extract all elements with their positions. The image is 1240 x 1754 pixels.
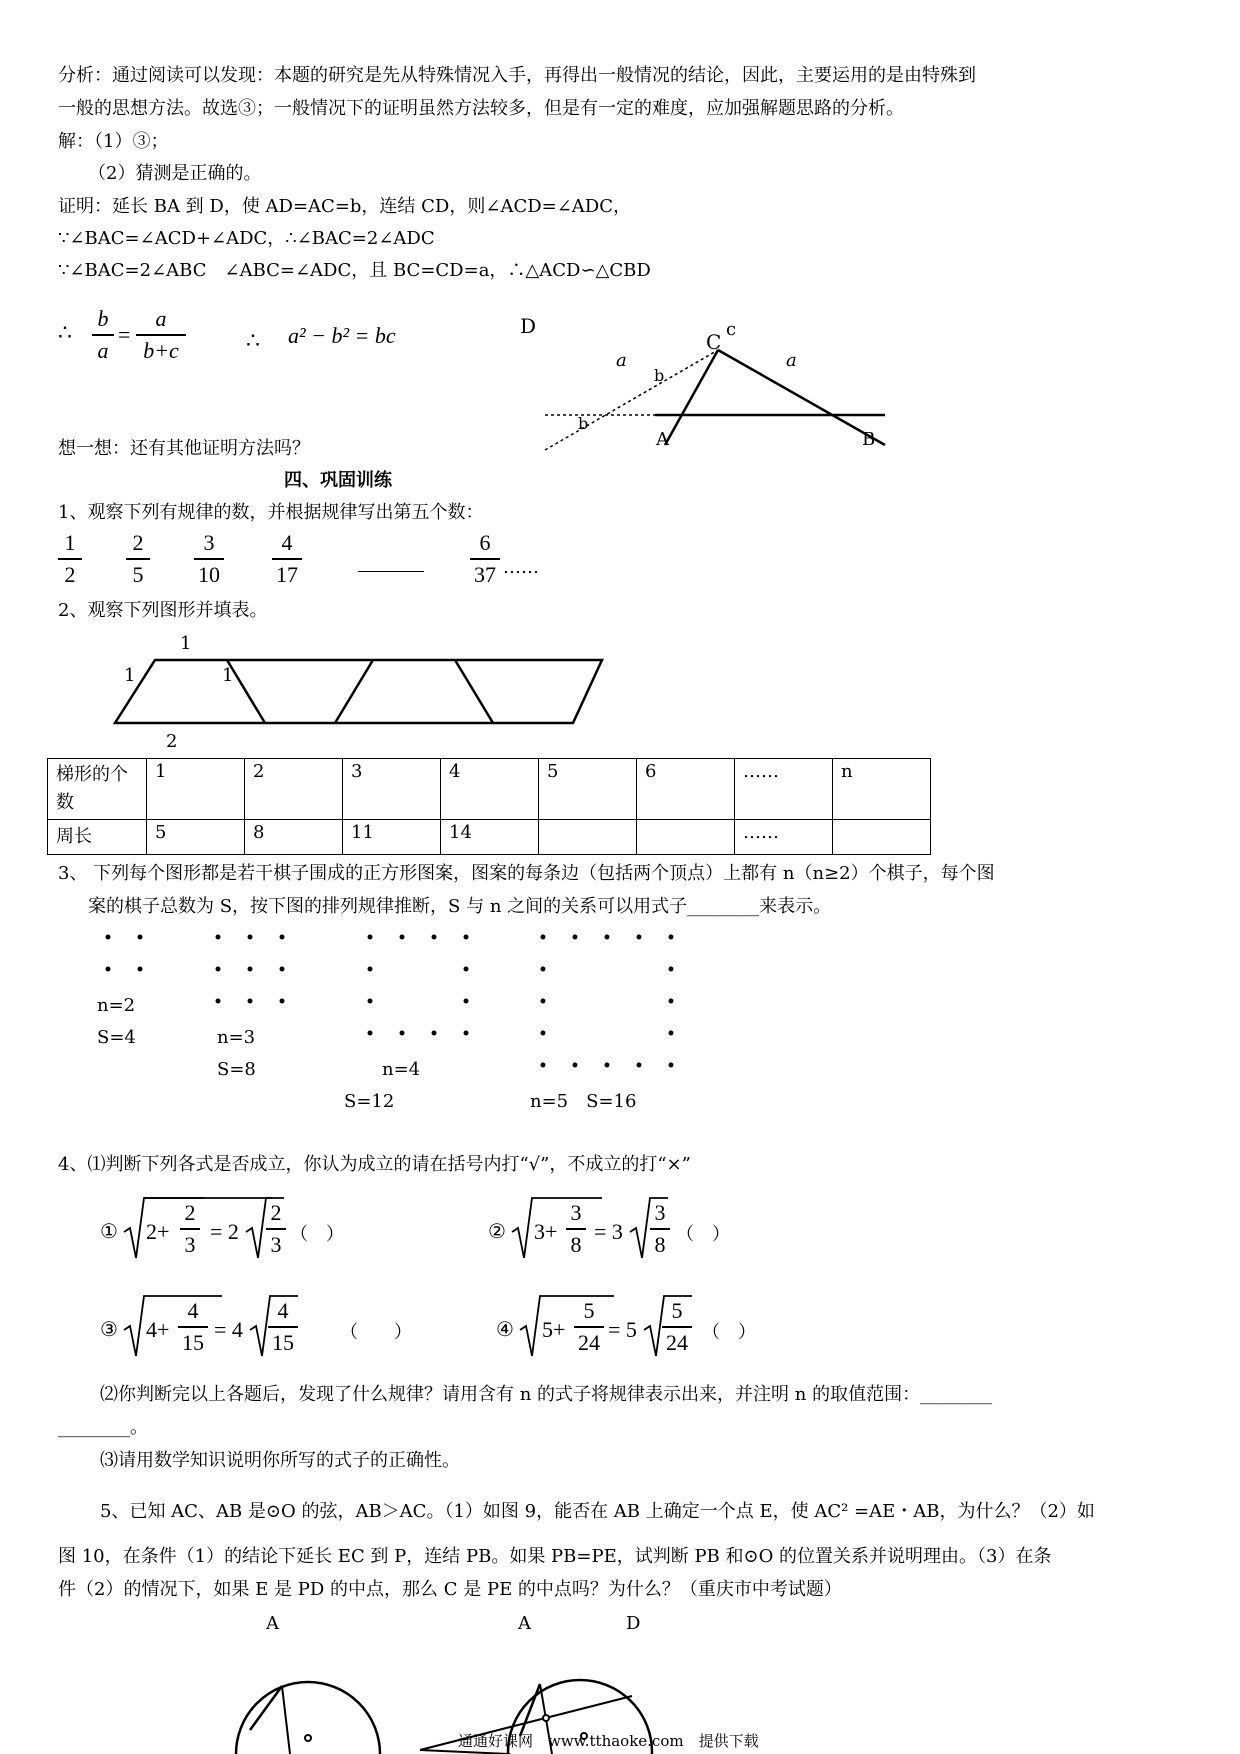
equals-sign: = [118, 322, 131, 347]
fraction-bar [268, 1326, 298, 1328]
numerator: 5 [671, 1298, 683, 1323]
numerator: 2 [132, 530, 144, 555]
q4-item-3-paren: （ ） [340, 1322, 412, 1343]
label-A: A [656, 429, 669, 450]
segment-CA [665, 350, 718, 445]
table-row [48, 759, 931, 820]
coefficient: 2 [227, 1219, 239, 1244]
q4-item-3-rhs: = 4 [214, 1317, 243, 1342]
table-cell: 6 [637, 759, 735, 820]
denominator: 24 [578, 1330, 600, 1355]
equation-a2-b2-bc: a² − b² = bc [288, 323, 396, 348]
table-cell: …… [735, 759, 833, 820]
figure-9-circle [230, 1644, 410, 1754]
q1-text: 1、观察下列有规律的数，并根据规律写出第五个数： [58, 502, 484, 523]
fraction-bar [662, 1326, 692, 1328]
q4-item-2-frac [566, 1200, 586, 1258]
q3-line-1: 3、 下列每个图形都是若干棋子围成的正方形图案，图案的每条边（包括两个顶点）上都有 n（n≥2）个棋子，每个图 [58, 863, 995, 884]
label-C: C [706, 330, 722, 354]
perimeter-table [47, 758, 931, 855]
denominator: 37 [474, 562, 496, 587]
analysis-line-1: 分析：通过阅读可以发现：本题的研究是先从特殊情况入手，再得出一般情况的结论，因此，主要运用的是由特殊到 [58, 65, 976, 86]
proof-line-1: 证明：延长 BA 到 D，使 AD=AC=b，连结 CD，则∠ACD=∠ADC， [58, 196, 632, 217]
q4-item-4-paren: （ ） [702, 1322, 756, 1343]
q1-fraction-5 [470, 530, 500, 588]
proof-line-2: ∵∠BAC=∠ACD+∠ADC，∴∠BAC=2∠ADC [58, 228, 435, 249]
q4-item-1-label: ① [100, 1219, 118, 1243]
q1-fraction-3 [194, 530, 224, 588]
fraction-bar [126, 558, 150, 560]
pattern-n5-label: n=5 S=16 [530, 1091, 637, 1112]
q4-part2-line-2: ________。 [58, 1417, 148, 1438]
q5-line-3: 件（2）的情况下，如果 E 是 PD 的中点，那么 C 是 PE 的中点吗？为什么？（重庆市中考试题） [58, 1579, 842, 1600]
fraction-bar [574, 1326, 604, 1328]
denominator: 8 [654, 1232, 666, 1257]
q2-text: 2、观察下列图形并填表。 [58, 600, 268, 621]
label-B: B [862, 429, 876, 450]
q1-answer-blank [358, 571, 424, 572]
numerator: 5 [583, 1298, 595, 1323]
q4-part2-line-1: ⑵你判断完以上各题后，发现了什么规律？请用含有 n 的式子将规律表示出来，并注明 n 的取值范围：________ [100, 1384, 993, 1405]
q4-item-1-int: 2+ [146, 1219, 170, 1244]
fraction-bar [470, 558, 500, 560]
table-cell: 1 [147, 759, 245, 820]
therefore-symbol: ∴ [58, 321, 72, 346]
solution-part-1: 解：（1）③； [58, 131, 169, 152]
divider-2 [335, 660, 373, 723]
table-cell: 2 [245, 759, 343, 820]
numerator: 6 [479, 530, 491, 555]
fraction-bar [650, 1228, 670, 1230]
q4-item-2-int: 3+ [534, 1219, 558, 1244]
outer-parallelogram [115, 660, 602, 723]
table-cell [539, 820, 637, 855]
pattern-s4-label: S=4 [97, 1027, 136, 1048]
numerator: 1 [64, 530, 76, 555]
table-cell: 8 [245, 820, 343, 855]
think-prompt: 想一想：还有其他证明方法吗？ [58, 438, 310, 459]
fraction-bar [136, 334, 186, 336]
segment-CB [718, 350, 885, 445]
fig10-label-D: D [626, 1613, 641, 1634]
trapezoid-figure [110, 655, 610, 735]
label-c: c [726, 319, 737, 340]
denominator: 5 [132, 562, 144, 587]
q4-item-2-paren: （ ） [676, 1224, 730, 1245]
q4-item-4-int: 5+ [542, 1317, 566, 1342]
q3-line-2: 案的棋子总数为 S，按下图的排列规律推断，S 与 n 之间的关系可以用式子________来表示。 [88, 896, 832, 917]
label-a-right: a [786, 350, 797, 371]
integer-part: 2 [146, 1219, 157, 1244]
integer-part: 3 [534, 1219, 545, 1244]
table-cell [637, 820, 735, 855]
q4-text: 4、⑴判断下列各式是否成立，你认为成立的请在括号内打“√”，不成立的打“×” [58, 1154, 691, 1175]
therefore-symbol-2: ∴ [246, 329, 260, 354]
fig9-label-A: A [266, 1613, 279, 1634]
pattern-s12-label: S=12 [344, 1091, 395, 1112]
trapezoid-label-left: 1 [124, 665, 136, 686]
table-cell: 11 [343, 820, 441, 855]
q5-line-1: 5、已知 AC、AB 是⊙O 的弦，AB＞AC。（1）如图 9，能否在 AB 上确定一个点 E，使 AC² =AE・AB，为什么？（2）如 [100, 1501, 1095, 1522]
proof-line-3: ∵∠BAC=2∠ABC ∠ABC=∠ADC，且 BC=CD=a，∴△ACD∽△CBD [58, 260, 651, 281]
fraction-bar [92, 334, 114, 336]
table-row [48, 820, 931, 855]
numerator: 2 [270, 1200, 282, 1225]
label-a-left: a [616, 350, 627, 371]
numerator: 3 [570, 1200, 582, 1225]
triangle-diagram [520, 310, 880, 470]
q1-fraction-1 [58, 530, 82, 588]
table-cell: 14 [441, 820, 539, 855]
q4-item-4-label: ④ [496, 1317, 514, 1341]
q1-ellipsis: …… [503, 557, 539, 578]
fraction-numerator: a [155, 306, 167, 331]
denominator: 3 [184, 1232, 196, 1257]
q4-item-1-rhs: = 2 [210, 1219, 239, 1244]
analysis-line-2: 一般的思想方法。故选③；一般情况下的证明虽然方法较多，但是有一定的难度，应加强解题思路的分析。 [58, 98, 904, 119]
fraction-b-over-a [92, 306, 114, 364]
table-cell: 5 [539, 759, 637, 820]
table-cell: 3 [343, 759, 441, 820]
fraction-denominator: a [97, 338, 109, 363]
section-title: 四、巩固训练 [284, 470, 392, 491]
coefficient: 3 [611, 1219, 623, 1244]
q4-item-4-rhs-frac [662, 1298, 692, 1356]
coefficient: 4 [231, 1317, 243, 1342]
coefficient: 5 [625, 1317, 637, 1342]
pattern-n2-label: n=2 [97, 995, 136, 1016]
q1-fraction-2 [126, 530, 150, 588]
denominator: 10 [198, 562, 220, 587]
pattern-n3 [216, 935, 285, 1004]
q1-fraction-4 [272, 530, 302, 588]
point-E [543, 1715, 549, 1721]
table-cell: …… [735, 820, 833, 855]
numerator: 3 [654, 1200, 666, 1225]
denominator: 15 [272, 1330, 294, 1355]
denominator: 17 [276, 562, 298, 587]
q4-item-4-frac [574, 1298, 604, 1356]
q4-item-2-rhs: = 3 [594, 1219, 623, 1244]
dashed-line-DC [545, 350, 718, 450]
table-cell: 5 [147, 820, 245, 855]
q4-item-1-frac [180, 1200, 200, 1258]
center-point [305, 1735, 311, 1741]
table-cell: 4 [441, 759, 539, 820]
pattern-n3-label: n=3 [217, 1027, 256, 1048]
fraction-bar [58, 558, 82, 560]
pattern-n4 [368, 935, 469, 1036]
numerator: 2 [184, 1200, 196, 1225]
label-b-top: b [654, 366, 665, 385]
table-header-count: 梯形的个数 [48, 759, 147, 820]
numerator: 3 [203, 530, 215, 555]
fraction-denominator: b+c [143, 338, 179, 363]
denominator: 15 [182, 1330, 204, 1355]
q4-item-4-rhs: = 5 [608, 1317, 637, 1342]
q4-item-3-label: ③ [100, 1317, 118, 1341]
chord-AC [250, 1686, 282, 1730]
trapezoid-label-inner: 1 [222, 665, 234, 686]
trapezoid-label-bottom: 2 [166, 731, 178, 752]
label-b-bottom: b [578, 414, 589, 433]
q4-item-3-int: 4+ [146, 1317, 170, 1342]
chess-dot-patterns [90, 925, 690, 1075]
chord-AB [282, 1686, 290, 1754]
fraction-bar [194, 558, 224, 560]
q4-item-2-label: ② [488, 1219, 506, 1243]
fraction-bar [180, 1228, 200, 1230]
numerator: 4 [281, 530, 293, 555]
label-D: D [520, 314, 537, 338]
trapezoid-label-top: 1 [180, 633, 192, 654]
fraction-bar [266, 1228, 286, 1230]
q5-line-2: 图 10，在条件（1）的结论下延长 EC 到 P，连结 PB。如果 PB=PE，试判断 PB 和⊙O 的位置关系并说明理由。（3）在条 [58, 1546, 1052, 1567]
denominator: 2 [64, 562, 76, 587]
fraction-numerator: b [97, 306, 109, 331]
integer-part: 5 [542, 1317, 553, 1342]
fraction-bar [272, 558, 302, 560]
q4-part3: ⑶请用数学知识说明你所写的式子的正确性。 [100, 1450, 460, 1471]
q4-item-3-rhs-frac [268, 1298, 298, 1356]
q4-item-2-rhs-frac [650, 1200, 670, 1258]
pattern-n4-label: n=4 [382, 1059, 421, 1080]
table-header-perimeter: 周长 [48, 820, 147, 855]
q4-item-3-frac [178, 1298, 208, 1356]
q4-item-1-paren: （ ） [290, 1224, 344, 1245]
integer-part: 4 [146, 1317, 157, 1342]
table-cell: n [833, 759, 931, 820]
pattern-s8-label: S=8 [217, 1059, 256, 1080]
divider-3 [455, 660, 493, 723]
numerator: 4 [187, 1298, 199, 1323]
fraction-bar [566, 1228, 586, 1230]
denominator: 3 [270, 1232, 282, 1257]
pattern-n2 [106, 935, 143, 972]
denominator: 8 [570, 1232, 582, 1257]
table-cell [833, 820, 931, 855]
footer-watermark: 通通好课网 www.tthaoke.com 提供下载 [458, 1732, 759, 1750]
fraction-bar [178, 1326, 208, 1328]
solution-part-2: （2）猜测是正确的。 [88, 163, 262, 184]
numerator: 4 [277, 1298, 289, 1323]
q4-item-1-rhs-frac [266, 1200, 286, 1258]
pattern-n5 [541, 935, 674, 1068]
fraction-a-over-b-plus-c [136, 306, 186, 364]
denominator: 24 [666, 1330, 688, 1355]
fig10-label-A: A [518, 1613, 531, 1634]
